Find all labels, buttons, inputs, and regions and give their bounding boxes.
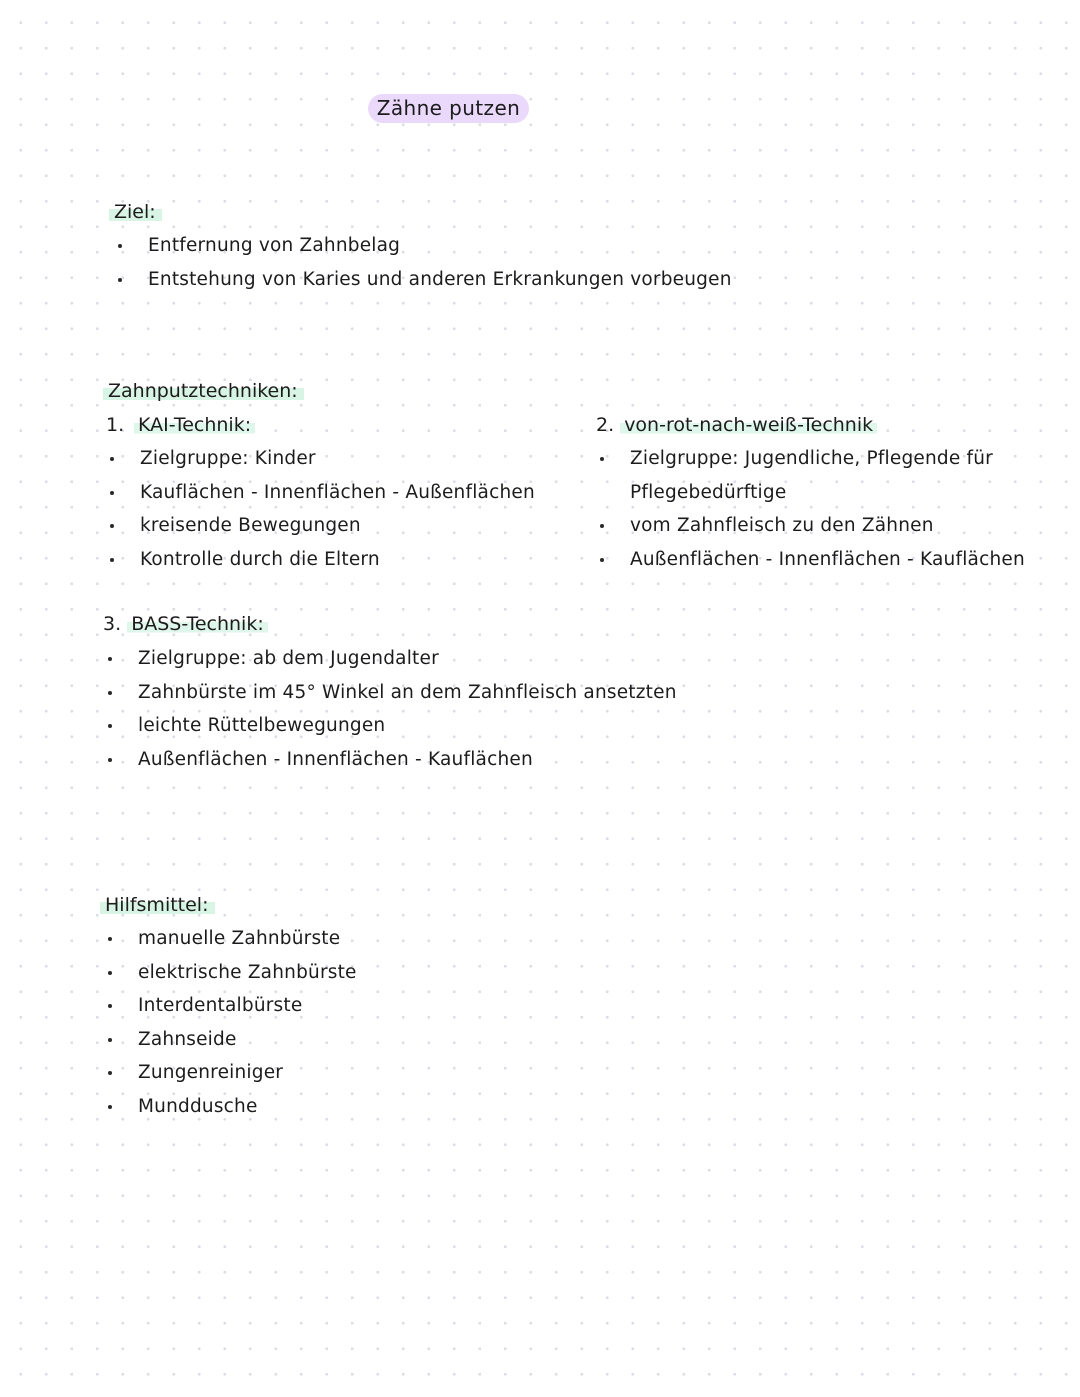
- list-item: Zahnbürste im 45° Winkel an dem Zahnfleisch ansetzten: [106, 676, 677, 710]
- list-item: kreisende Bewegungen: [108, 509, 535, 543]
- list-item: vom Zahnfleisch zu den Zähnen: [598, 509, 1018, 543]
- rot-weiss-technik-list: [598, 442, 1025, 576]
- bass-technik-list: [106, 642, 677, 776]
- bass-name: BASS-Technik:: [127, 613, 268, 635]
- kai-technik-heading: [106, 413, 255, 437]
- ziel-list: [116, 229, 732, 296]
- list-item: leichte Rüttelbewegungen: [106, 709, 677, 743]
- page-title: Zähne putzen: [368, 94, 529, 123]
- bass-technik-heading: [103, 612, 268, 636]
- ziel-heading: Ziel:: [109, 200, 162, 224]
- list-item: Zielgruppe: Jugendliche, Pflegende für Pflegebedürftige: [598, 442, 1018, 509]
- hilfsmittel-heading: Hilfsmittel:: [100, 893, 215, 917]
- list-item: Zielgruppe: ab dem Jugendalter: [106, 642, 677, 676]
- rot-weiss-name: von-rot-nach-weiß-Technik: [620, 414, 877, 436]
- rot-weiss-number: 2.: [596, 414, 615, 436]
- list-item: Munddusche: [106, 1090, 357, 1124]
- hilfsmittel-list: [106, 922, 357, 1124]
- list-item: Zungenreiniger: [106, 1056, 357, 1090]
- kai-number: 1.: [106, 414, 125, 436]
- list-item: Kontrolle durch die Eltern: [108, 543, 535, 577]
- list-item: Kauflächen - Innenflächen - Außenflächen: [108, 476, 535, 510]
- list-item: Entfernung von Zahnbelag: [116, 229, 732, 263]
- techniken-heading: Zahnputztechniken:: [103, 379, 304, 403]
- list-item: elektrische Zahnbürste: [106, 956, 357, 990]
- list-item: manuelle Zahnbürste: [106, 922, 357, 956]
- rot-weiss-technik-heading: [596, 413, 877, 437]
- bass-number: 3.: [103, 613, 122, 635]
- list-item: Außenflächen - Innenflächen - Kauflächen: [106, 743, 677, 777]
- list-item: Entstehung von Karies und anderen Erkrankungen vorbeugen: [116, 263, 732, 297]
- kai-name: KAI-Technik:: [134, 414, 255, 436]
- list-item: Interdentalbürste: [106, 989, 357, 1023]
- kai-technik-list: [108, 442, 535, 576]
- list-item: Außenflächen - Innenflächen - Kauflächen: [598, 543, 1018, 577]
- list-item: Zahnseide: [106, 1023, 357, 1057]
- list-item: Zielgruppe: Kinder: [108, 442, 535, 476]
